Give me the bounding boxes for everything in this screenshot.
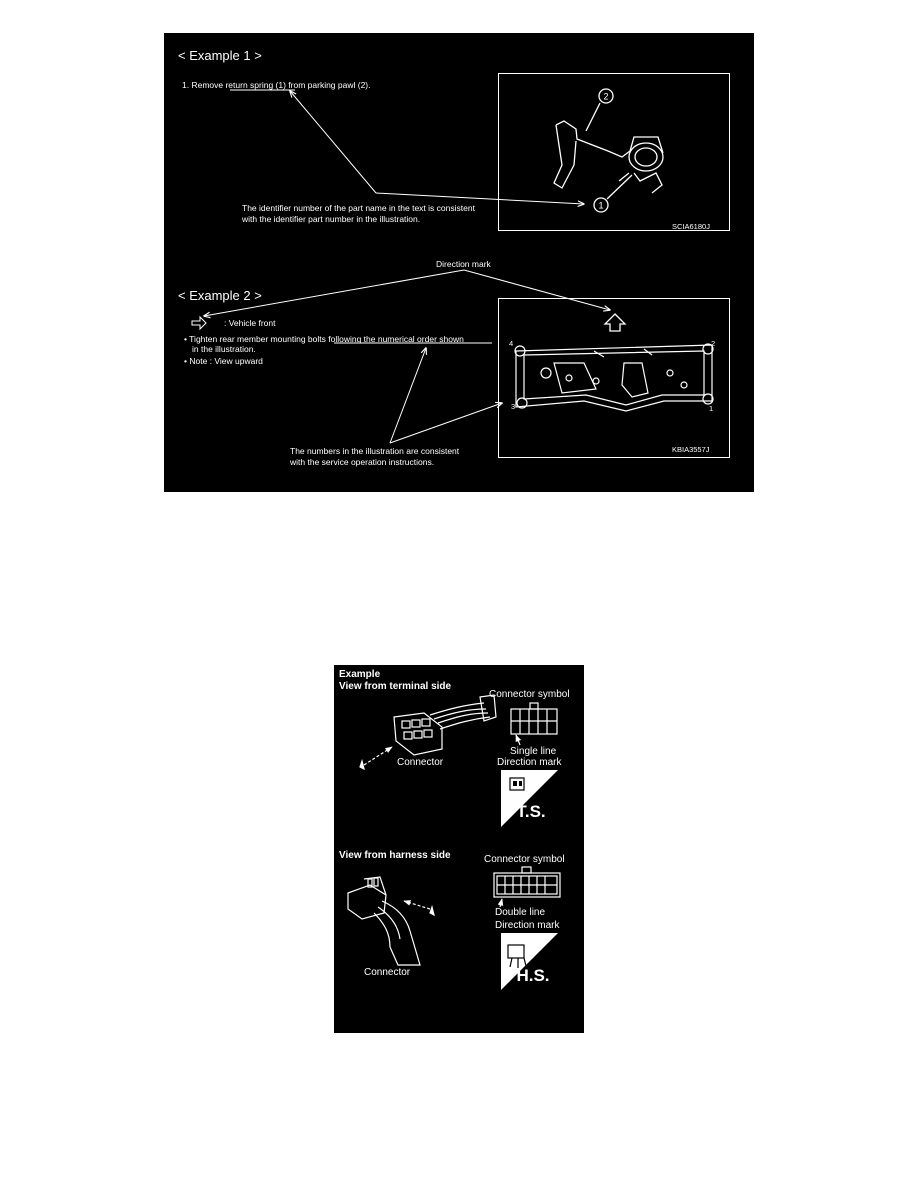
vehicle-front-arrow-icon xyxy=(192,317,206,329)
double-line-connector-symbol xyxy=(494,867,560,907)
single-line-label: Single line xyxy=(510,746,557,757)
terminal-direction-mark-label: Direction mark xyxy=(497,757,562,768)
terminal-side-title: View from terminal side xyxy=(339,681,452,692)
rear-member-drawing xyxy=(515,344,713,411)
example2-callout-line1: The numbers in the illustration are consistent xyxy=(290,446,460,456)
harness-side-connector-drawing xyxy=(348,877,434,965)
hs-badge-text: H.S. xyxy=(516,966,550,985)
bolt-number-1: 1 xyxy=(709,404,714,413)
direction-up-arrow-icon xyxy=(605,314,625,331)
bolt-number-3: 3 xyxy=(511,402,516,411)
top-panel-linework xyxy=(164,33,754,492)
parking-pawl-drawing xyxy=(554,89,663,212)
direction-mark-arrows xyxy=(204,270,610,316)
harness-connector-label: Connector xyxy=(364,967,411,978)
double-line-label: Double line xyxy=(495,907,546,918)
example2-heading: < Example 2 > xyxy=(178,288,262,303)
example1-step: 1. Remove return spring (1) from parking pawl (2). xyxy=(182,80,371,90)
ts-badge-text: T.S. xyxy=(516,802,546,821)
connector-example-panel xyxy=(334,665,584,1033)
example1-callout-line2: with the identifier part number in the illustration. xyxy=(242,214,421,224)
service-illustration-panel xyxy=(164,33,754,492)
ts-direction-badge xyxy=(501,770,558,827)
callout-number-2: 2 xyxy=(603,91,609,102)
example2-callout-arrows xyxy=(390,348,502,443)
harness-direction-mark-label: Direction mark xyxy=(495,920,560,931)
direction-mark-label: Direction mark xyxy=(436,259,491,269)
bolt-number-2: 2 xyxy=(711,339,716,348)
example1-callout-arrows xyxy=(290,91,584,204)
terminal-connector-symbol-label: Connector symbol xyxy=(489,689,570,700)
example1-heading: < Example 1 > xyxy=(178,48,262,63)
example2-bullet2-line2: in the illustration. xyxy=(192,344,256,354)
hs-direction-badge xyxy=(501,933,558,990)
example2-note: • Note : View upward xyxy=(184,356,263,366)
terminal-connector-label: Connector xyxy=(397,757,444,768)
callout-number-1: 1 xyxy=(598,200,604,211)
bolt-number-4: 4 xyxy=(509,339,514,348)
example2-bullet2-line1: • Tighten rear member mounting bolts following the numerical order shown xyxy=(184,334,464,344)
terminal-side-connector-drawing xyxy=(360,695,496,769)
harness-connector-symbol-label: Connector symbol xyxy=(484,854,565,865)
vehicle-front-label: : Vehicle front xyxy=(224,318,276,328)
example1-code: SCIA6180J xyxy=(672,222,710,231)
example1-callout-line1: The identifier number of the part name in the text is consistent xyxy=(242,203,475,213)
connector-example-linework xyxy=(334,665,584,1033)
example2-callout-line2: with the service operation instructions. xyxy=(290,457,435,467)
harness-side-title: View from harness side xyxy=(339,850,451,861)
single-line-connector-symbol xyxy=(511,703,557,745)
example2-code: KBIA3557J xyxy=(672,445,710,454)
connector-example-title: Example xyxy=(339,669,381,680)
